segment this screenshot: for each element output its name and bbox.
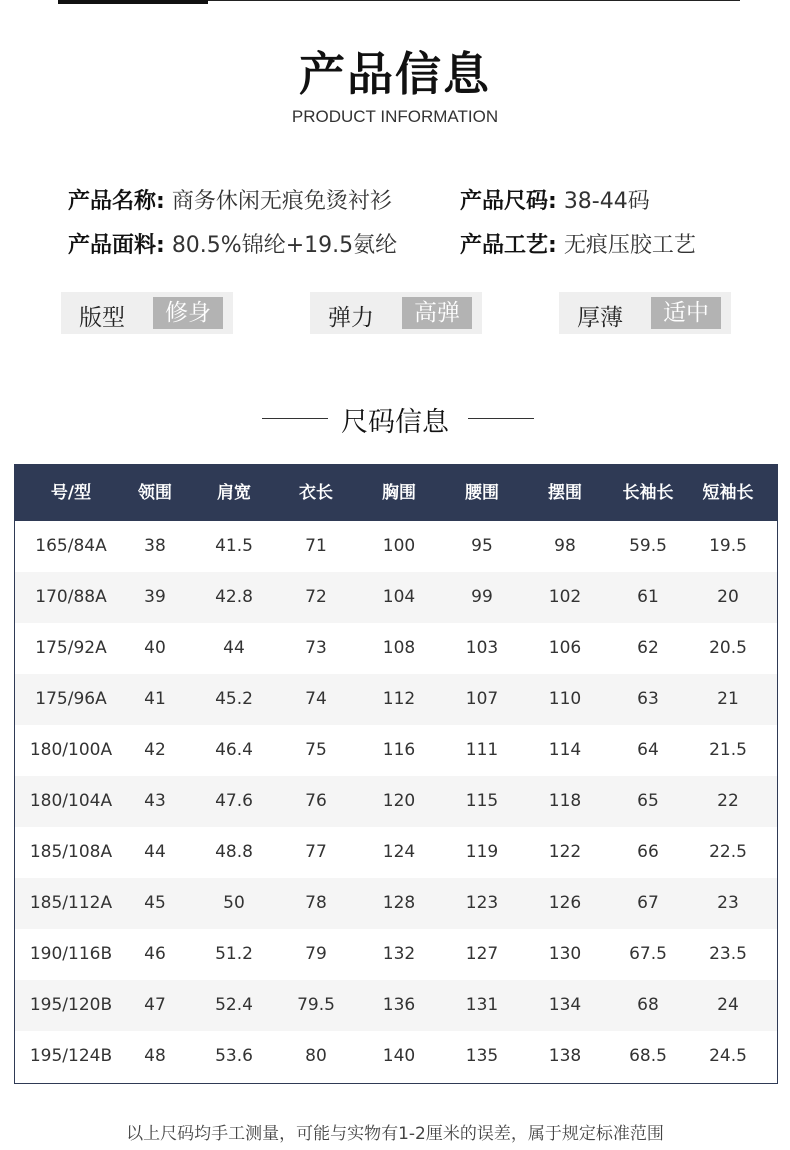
table-cell: 44	[223, 638, 245, 658]
table-cell: 104	[382, 587, 416, 607]
product-size-row	[460, 184, 650, 215]
table-cell: 64	[637, 740, 659, 760]
product-craft-row	[460, 228, 696, 259]
table-cell: 99	[471, 587, 493, 607]
table-cell: 106	[548, 638, 582, 658]
table-cell: 47.6	[215, 791, 253, 811]
table-cell: 72	[305, 587, 327, 607]
table-cell: 190/116B	[29, 944, 113, 964]
table-cell: 75	[305, 740, 327, 760]
table-cell: 98	[554, 536, 576, 556]
table-cell: 112	[382, 689, 416, 709]
table-cell: 67	[637, 893, 659, 913]
table-cell: 73	[305, 638, 327, 658]
table-cell: 63	[637, 689, 659, 709]
table-cell: 107	[465, 689, 499, 709]
table-cell: 42.8	[215, 587, 253, 607]
table-cell: 20.5	[709, 638, 747, 658]
table-cell: 102	[548, 587, 582, 607]
table-cell: 128	[382, 893, 416, 913]
header-cell: 肩宽	[217, 483, 251, 503]
table-row	[15, 878, 777, 929]
table-cell: 24	[717, 995, 739, 1015]
tag-thickness-label: 厚薄	[577, 305, 623, 331]
table-cell: 132	[382, 944, 416, 964]
table-cell: 103	[465, 638, 499, 658]
table-cell: 65	[637, 791, 659, 811]
table-cell: 21.5	[709, 740, 747, 760]
table-cell: 22	[717, 791, 739, 811]
page-title: 产品信息	[299, 47, 491, 101]
table-cell: 24.5	[709, 1046, 747, 1066]
table-cell: 138	[548, 1046, 582, 1066]
table-cell: 45.2	[215, 689, 253, 709]
table-cell: 119	[465, 842, 499, 862]
product-fabric-row	[68, 228, 397, 259]
table-cell: 100	[382, 536, 416, 556]
table-cell: 123	[465, 893, 499, 913]
tag-elasticity	[310, 292, 482, 334]
table-cell: 23	[717, 893, 739, 913]
table-cell: 140	[382, 1046, 416, 1066]
table-cell: 45	[144, 893, 166, 913]
table-cell: 170/88A	[35, 587, 107, 607]
header-cell: 长袖长	[622, 483, 674, 503]
table-cell: 50	[223, 893, 245, 913]
table-cell: 74	[305, 689, 327, 709]
header-cell: 衣长	[299, 483, 333, 503]
table-row	[15, 1031, 777, 1082]
size-table	[14, 464, 778, 1084]
table-cell: 118	[548, 791, 582, 811]
table-cell: 195/120B	[29, 995, 113, 1015]
table-cell: 53.6	[215, 1046, 253, 1066]
product-size-value: 38-44码	[563, 189, 650, 214]
section-title-line-right	[468, 418, 534, 419]
tag-elasticity-value: 高弹	[402, 297, 472, 329]
table-cell: 20	[717, 587, 739, 607]
table-row	[15, 929, 777, 980]
table-cell: 52.4	[215, 995, 253, 1015]
table-cell: 116	[382, 740, 416, 760]
table-cell: 48	[144, 1046, 166, 1066]
header-cell: 号/型	[50, 483, 92, 503]
size-table-header	[15, 465, 777, 521]
table-cell: 43	[144, 791, 166, 811]
table-row	[15, 827, 777, 878]
tag-thickness	[559, 292, 731, 334]
table-row	[15, 521, 777, 572]
table-cell: 61	[637, 587, 659, 607]
measurement-footnote: 以上尺码均手工测量，可能与实物有1-2厘米的误差，属于规定标准范围	[126, 1124, 664, 1144]
table-cell: 114	[548, 740, 582, 760]
product-name-row	[68, 184, 392, 215]
table-cell: 23.5	[709, 944, 747, 964]
table-cell: 22.5	[709, 842, 747, 862]
table-cell: 79	[305, 944, 327, 964]
page-subtitle: PRODUCT INFORMATION	[291, 107, 499, 126]
table-cell: 68	[637, 995, 659, 1015]
tag-fit-label: 版型	[79, 305, 125, 331]
table-cell: 59.5	[629, 536, 667, 556]
table-cell: 46	[144, 944, 166, 964]
table-row	[15, 623, 777, 674]
table-cell: 40	[144, 638, 166, 658]
table-cell: 68.5	[629, 1046, 667, 1066]
table-cell: 135	[465, 1046, 499, 1066]
table-cell: 130	[548, 944, 582, 964]
table-cell: 21	[717, 689, 739, 709]
table-cell: 42	[144, 740, 166, 760]
table-cell: 41.5	[215, 536, 253, 556]
product-size-label: 产品尺码:	[460, 189, 557, 214]
table-cell: 38	[144, 536, 166, 556]
table-row	[15, 572, 777, 623]
table-cell: 80	[305, 1046, 327, 1066]
header-cell: 短袖长	[702, 483, 754, 503]
table-cell: 67.5	[629, 944, 667, 964]
table-cell: 111	[465, 740, 499, 760]
table-cell: 122	[548, 842, 582, 862]
size-section-title: 尺码信息	[341, 407, 449, 438]
table-cell: 134	[548, 995, 582, 1015]
table-cell: 77	[305, 842, 327, 862]
table-cell: 115	[465, 791, 499, 811]
table-cell: 110	[548, 689, 582, 709]
table-row	[15, 776, 777, 827]
tag-fit-value: 修身	[153, 297, 223, 329]
tag-thickness-value: 适中	[651, 297, 721, 329]
header-cell: 腰围	[465, 483, 499, 503]
table-cell: 136	[382, 995, 416, 1015]
table-cell: 180/100A	[29, 740, 113, 760]
table-cell: 48.8	[215, 842, 253, 862]
table-cell: 126	[548, 893, 582, 913]
table-cell: 66	[637, 842, 659, 862]
table-cell: 195/124B	[29, 1046, 113, 1066]
table-cell: 165/84A	[35, 536, 107, 556]
product-fabric-value: 80.5%锦纶+19.5氨纶	[171, 233, 398, 258]
table-cell: 71	[305, 536, 327, 556]
table-cell: 127	[465, 944, 499, 964]
top-accent-bar	[58, 0, 208, 4]
product-name-label: 产品名称:	[68, 189, 165, 214]
table-cell: 131	[465, 995, 499, 1015]
table-cell: 124	[382, 842, 416, 862]
table-cell: 180/104A	[29, 791, 113, 811]
table-cell: 46.4	[215, 740, 253, 760]
table-cell: 44	[144, 842, 166, 862]
table-row	[15, 980, 777, 1031]
header-cell: 领围	[138, 483, 172, 503]
table-cell: 62	[637, 638, 659, 658]
table-row	[15, 674, 777, 725]
header-cell: 胸围	[382, 483, 416, 503]
tag-elasticity-label: 弹力	[328, 305, 374, 331]
table-row	[15, 725, 777, 776]
table-cell: 41	[144, 689, 166, 709]
table-cell: 108	[382, 638, 416, 658]
table-cell: 78	[305, 893, 327, 913]
table-cell: 19.5	[709, 536, 747, 556]
product-fabric-label: 产品面料:	[68, 233, 165, 258]
table-cell: 79.5	[297, 995, 335, 1015]
table-cell: 76	[305, 791, 327, 811]
product-craft-label: 产品工艺:	[460, 233, 557, 258]
header-cell: 摆围	[548, 483, 582, 503]
product-name-value: 商务休闲无痕免烫衬衫	[171, 189, 392, 214]
table-cell: 185/108A	[29, 842, 113, 862]
table-cell: 39	[144, 587, 166, 607]
table-cell: 51.2	[215, 944, 253, 964]
table-cell: 120	[382, 791, 416, 811]
tag-fit	[61, 292, 233, 334]
table-cell: 47	[144, 995, 166, 1015]
table-cell: 175/96A	[35, 689, 107, 709]
table-cell: 175/92A	[35, 638, 107, 658]
table-cell: 185/112A	[29, 893, 113, 913]
table-cell: 95	[471, 536, 493, 556]
product-craft-value: 无痕压胶工艺	[563, 233, 696, 258]
